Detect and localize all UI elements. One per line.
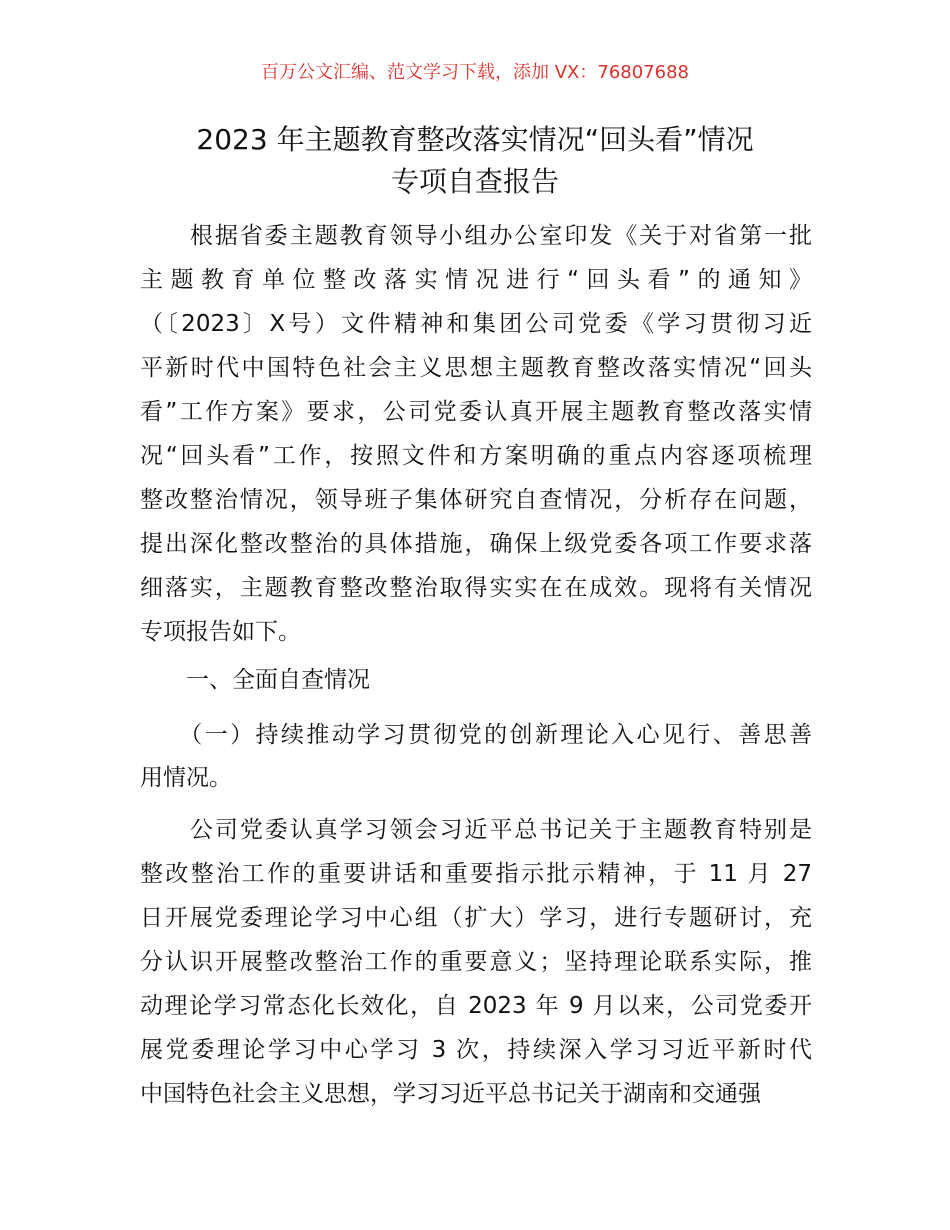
paragraph-intro-line: 平新时代中国特色社会主义思想主题教育整改落实情况“回头 (140, 355, 812, 381)
document-subtitle: 专项自查报告 (390, 165, 559, 198)
paragraph-study-line: 展党委理论学习中心学习 3 次，持续深入学习习近平新时代 (140, 1037, 812, 1063)
paragraph-study-line: 公司党委认真学习领会习近平总书记关于主题教育特别是 (140, 817, 812, 843)
paragraph-study-line: 日开展党委理论学习中心组（扩大）学习，进行专题研讨，充 (140, 905, 812, 931)
paragraph-study-line: 中国特色社会主义思想，学习习近平总书记关于湖南和交通强 (140, 1081, 761, 1107)
subsection-heading-line: 用情况。 (140, 765, 232, 791)
paragraph-intro-line: 提出深化整改整治的具体措施，确保上级党委各项工作要求落 (140, 531, 812, 557)
paragraph-intro-line: 况“回头看”工作，按照文件和方案明确的重点内容逐项梳理 (140, 443, 812, 469)
paragraph-intro-line: 主题教育单位整改落实情况进行“回头看”的通知》 (140, 267, 812, 293)
document-title: 2023 年主题教育整改落实情况“回头看”情况 (196, 123, 754, 156)
paragraph-intro-line: 根据省委主题教育领导小组办公室印发《关于对省第一批 (140, 223, 812, 249)
paragraph-intro-line: （〔2023〕X号）文件精神和集团公司党委《学习贯彻习近 (140, 311, 812, 337)
watermark-banner: 百万公文汇编、范文学习下载，添加 VX：76807688 (261, 62, 689, 83)
paragraph-study-line: 动理论学习常态化长效化，自 2023 年 9 月以来，公司党委开 (140, 993, 812, 1019)
paragraph-intro-line: 看”工作方案》要求，公司党委认真开展主题教育整改落实情 (140, 399, 812, 425)
subsection-heading-line: （一）持续推动学习贯彻党的创新理论入心见行、善思善 (140, 722, 812, 748)
paragraph-study-line: 分认识开展整改整治工作的重要意义；坚持理论联系实际，推 (140, 949, 812, 975)
section-heading-line: 一、全面自查情况 (140, 667, 370, 693)
paragraph-intro-line: 细落实，主题教育整改整治取得实实在在成效。现将有关情况 (140, 575, 812, 601)
paragraph-intro-line: 专项报告如下。 (140, 619, 301, 645)
paragraph-intro-line: 整改整治情况，领导班子集体研究自查情况，分析存在问题， (140, 487, 812, 513)
paragraph-study-line: 整改整治工作的重要讲话和重要指示批示精神，于 11 月 27 (140, 861, 812, 887)
